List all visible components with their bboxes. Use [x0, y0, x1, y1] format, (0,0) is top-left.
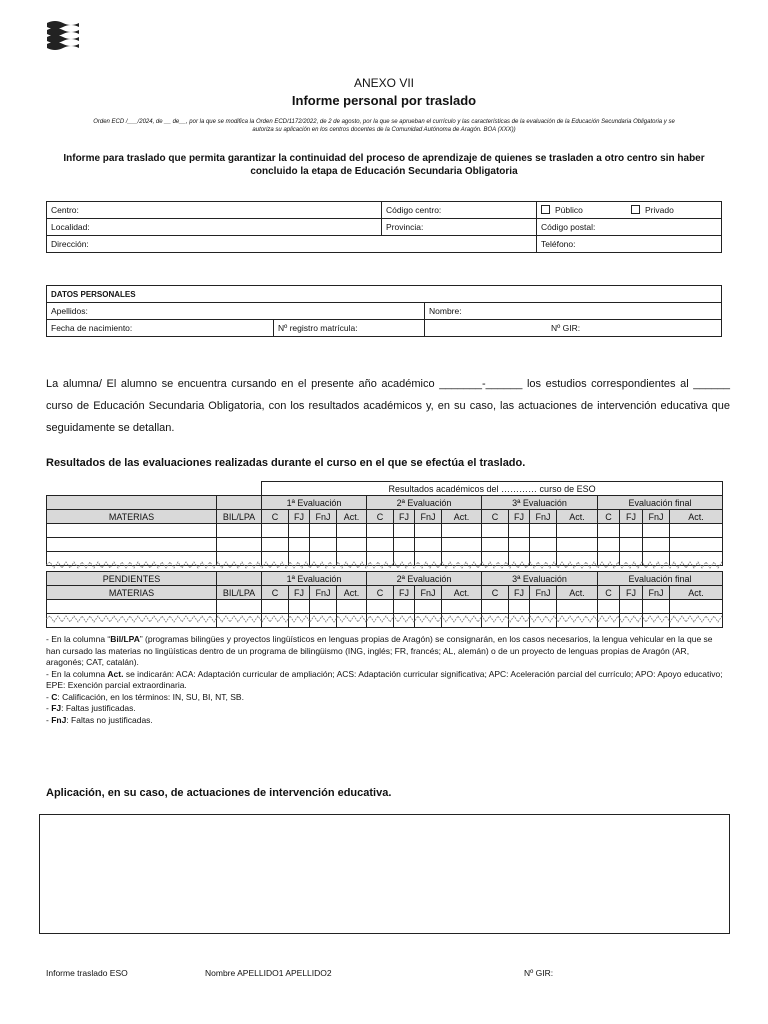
eval3-header: 3ª Evaluación	[482, 572, 598, 586]
c-header: C	[262, 510, 289, 524]
c-header: C	[482, 586, 509, 600]
fnj-header: FnJ	[310, 586, 337, 600]
telefono-field[interactable]: Teléfono:	[537, 236, 722, 253]
registro-matricula-field[interactable]: Nº registro matrícula:	[274, 320, 425, 337]
act-header: Act.	[442, 510, 482, 524]
eval2-header: 2ª Evaluación	[367, 572, 482, 586]
pendientes-header: PENDIENTES	[47, 572, 217, 586]
fecha-nacimiento-field[interactable]: Fecha de nacimiento:	[47, 320, 274, 337]
note-c: - C: Calificación, en los términos: IN, SU, BI, NT, SB.	[46, 691, 244, 702]
centro-type-cell	[537, 202, 722, 219]
intro-text	[46, 152, 722, 178]
intro-line-2: concluido la etapa de Educación Secundaria Obligatoria	[250, 166, 518, 177]
intro-line-1: Informe para traslado que permita garantizar la continuidad del proceso de aprendizaje de quienes se trasladen a otro centro sin haber	[63, 153, 705, 164]
c-header: C	[482, 510, 509, 524]
fnj-header: FnJ	[310, 510, 337, 524]
footer-gir: Nº GIR:	[524, 968, 554, 978]
nombre-field[interactable]: Nombre:	[425, 303, 722, 320]
apellidos-field[interactable]: Apellidos:	[47, 303, 425, 320]
privado-checkbox[interactable]	[631, 205, 640, 214]
fnj-header: FnJ	[530, 586, 557, 600]
act-header: Act.	[337, 510, 367, 524]
results-table	[46, 481, 723, 628]
direccion-field[interactable]: Dirección:	[47, 236, 537, 253]
note-fj: - FJ: Faltas justificadas.	[46, 703, 136, 713]
fnj-header: FnJ	[643, 510, 670, 524]
c-header: C	[598, 586, 620, 600]
gir-label: Nº GIR:	[551, 323, 581, 333]
act-header: Act.	[557, 586, 598, 600]
fj-header: FJ	[394, 586, 415, 600]
publico-label: Público	[555, 205, 583, 215]
c-header: C	[367, 510, 394, 524]
privado-label: Privado	[645, 205, 674, 215]
fj-header: FJ	[394, 510, 415, 524]
eval1-header: 1ª Evaluación	[262, 572, 367, 586]
fj-header: FJ	[620, 586, 643, 600]
note-act: - En la columna Act. se indicarán: ACA: Adaptación curricular de ampliación; ACS: Adaptación curricular significativa; APC: Aceleración parcial del currículo; APO: Apoyo educativo; EPE: Exención parcial extraordinaria.	[46, 668, 723, 690]
fj-header: FJ	[509, 510, 530, 524]
table-row[interactable]	[47, 524, 723, 538]
materias-header: MATERIAS	[47, 510, 217, 524]
fnj-header: FnJ	[530, 510, 557, 524]
codigo-centro-field[interactable]: Código centro:	[382, 202, 537, 219]
order-line-2: autoriza su aplicación en los centros docentes de la Comunidad Autónoma de Aragón. BOA (XXX))	[252, 127, 516, 133]
annex-label: ANEXO VII	[353, 76, 415, 90]
center-data-table	[46, 201, 722, 253]
fj-header: FJ	[289, 510, 310, 524]
localidad-field[interactable]: Localidad:	[47, 219, 382, 236]
actions-textarea[interactable]	[39, 814, 730, 934]
order-line-1: Orden ECD /___/2024, de __ de__, por la que se modifica la Orden ECD/1172/2022, de 2 de agosto, por la que se aprueban el currículo y las características de la evaluación de la Educación Secundaria Obligatoria y se	[93, 119, 675, 125]
act-header: Act.	[442, 586, 482, 600]
fnj-header: FnJ	[415, 510, 442, 524]
note-fnj: - FnJ: Faltas no justificadas.	[46, 714, 153, 725]
c-header: C	[367, 586, 394, 600]
publico-option[interactable]	[541, 205, 631, 215]
personal-data-table	[46, 285, 722, 337]
centro-field[interactable]: Centro:	[47, 202, 382, 219]
provincia-field[interactable]: Provincia:	[382, 219, 537, 236]
results-heading: Resultados de las evaluaciones realizadas durante el curso en el que se efectúa el traslado.	[46, 457, 526, 469]
eval-final-header: Evaluación final	[598, 572, 723, 586]
act-header: Act.	[670, 586, 723, 600]
fj-header: FJ	[509, 586, 530, 600]
fj-header: FJ	[620, 510, 643, 524]
gir-field[interactable]	[425, 320, 722, 337]
act-header: Act.	[337, 586, 367, 600]
personal-data-heading: DATOS PERSONALES	[47, 286, 722, 303]
bil-lpa-header: BIL/LPA	[217, 510, 262, 524]
eval1-header: 1ª Evaluación	[262, 496, 367, 510]
c-header: C	[598, 510, 620, 524]
results-caption: Resultados académicos del ………… curso de ESO	[262, 482, 723, 496]
fnj-header: FnJ	[643, 586, 670, 600]
notes-section	[46, 634, 726, 726]
table-row[interactable]	[47, 538, 723, 552]
codigo-postal-field[interactable]: Código postal:	[537, 219, 722, 236]
publico-checkbox[interactable]	[541, 205, 550, 214]
fj-header: FJ	[289, 586, 310, 600]
course-paragraph: La alumna/ El alumno se encuentra cursando en el presente año académico _______-______ los estudios correspondientes al ______ curso de Educación Secundaria Obligatoria, con los resultados académicos y, en su caso, las actuaciones de intervención educativa que seguidamente se detallan.	[46, 378, 730, 434]
c-header: C	[262, 586, 289, 600]
fnj-header: FnJ	[415, 586, 442, 600]
actions-heading: Aplicación, en su caso, de actuaciones de intervención educativa.	[46, 787, 392, 799]
table-row[interactable]	[47, 600, 723, 614]
act-header: Act.	[557, 510, 598, 524]
note-bil-lpa: - En la columna “Bil/LPA” (programas bilingües y proyectos lingüísticos en lenguas propias de Aragón) se consignarán, en los casos necesarios, la lengua vehicular en la que se han cursado las materias no lingüísticas dentro de un programa de bilingüismo (ING, inglés; FR, francés; AL, alemán) o de un proyecto de lenguas propias de Aragón (AR, aragonés; CAT, catalán).	[46, 634, 713, 667]
act-header: Act.	[670, 510, 723, 524]
table-tear-line	[46, 560, 722, 570]
privado-option[interactable]	[631, 205, 674, 215]
materias-header: MATERIAS	[47, 586, 217, 600]
page-title: Informe personal por traslado	[291, 93, 477, 108]
government-logo-icon	[46, 18, 80, 50]
order-reference	[46, 118, 722, 134]
eval3-header: 3ª Evaluación	[482, 496, 598, 510]
footer-student-name: Nombre APELLIDO1 APELLIDO2	[205, 968, 332, 978]
footer-doc-name: Informe traslado ESO	[46, 968, 128, 978]
eval2-header: 2ª Evaluación	[367, 496, 482, 510]
eval-final-header: Evaluación final	[598, 496, 723, 510]
table-tear-line	[46, 614, 722, 624]
bil-lpa-header: BIL/LPA	[217, 586, 262, 600]
